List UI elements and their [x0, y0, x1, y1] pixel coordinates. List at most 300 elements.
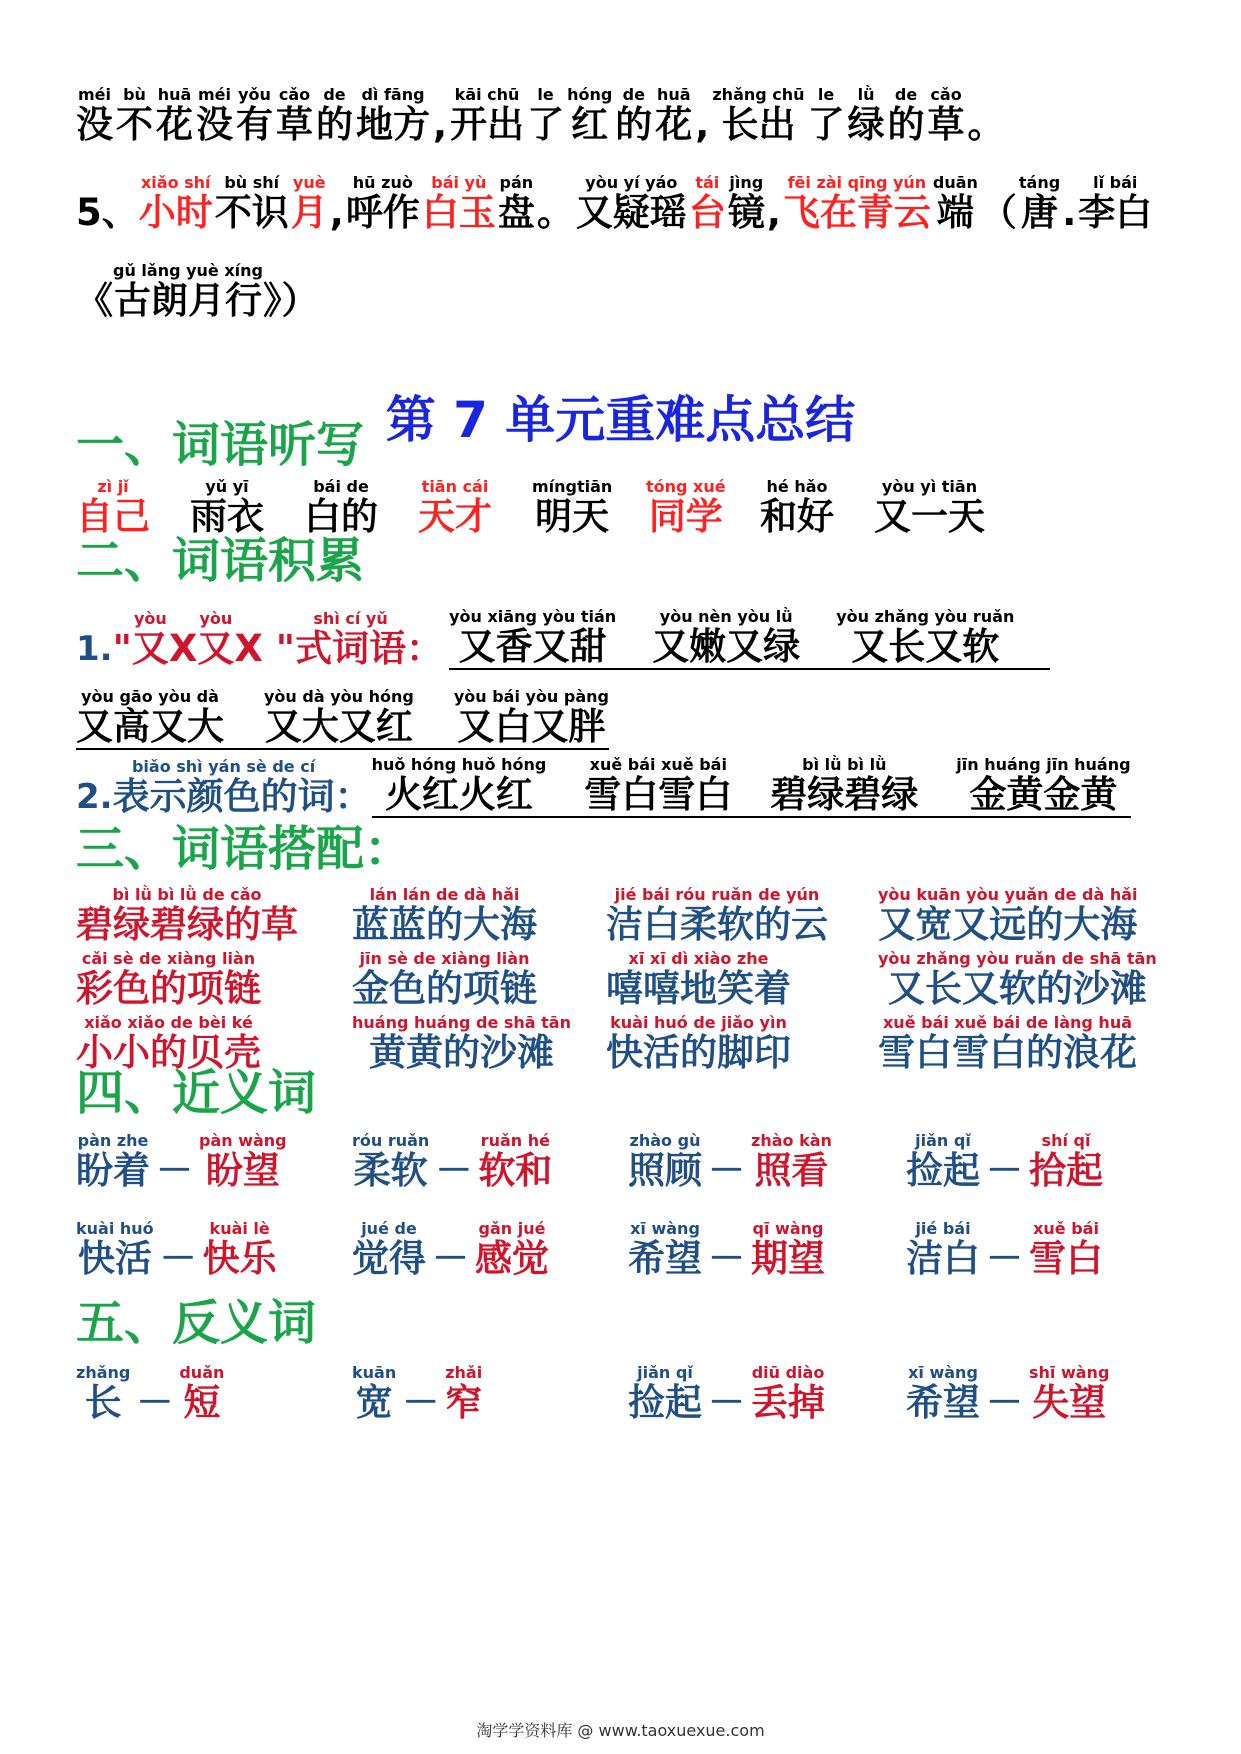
pinyin-text: de — [894, 85, 918, 104]
pinyin-text: kāi chū — [454, 85, 520, 104]
pinyin-text: yǒu — [238, 85, 271, 104]
hanzi-text: 快活的脚印 — [606, 1031, 791, 1074]
hanzi-text: 又长又软的沙滩 — [887, 967, 1147, 1010]
pinyin-text: ruǎn hé — [480, 1131, 550, 1150]
pinyin-text: zhào kàn — [751, 1131, 832, 1150]
pinyin-text: lǜ — [857, 85, 875, 104]
pinyin-text: shì cí yǔ — [313, 609, 388, 628]
antonym-pair — [628, 1364, 825, 1424]
hanzi-text: 李白 — [1078, 191, 1153, 234]
dash-separator: － — [708, 1149, 745, 1192]
hanzi-text: 又疑瑶 — [575, 191, 687, 234]
hanzi-text: 明天 — [535, 495, 610, 538]
poem-word — [498, 174, 535, 234]
poem-line — [76, 86, 1008, 146]
word-a — [352, 1132, 429, 1192]
pinyin-text: yòu kuān yòu yuǎn de dà hǎi — [878, 885, 1138, 904]
collocation-phrase — [878, 1014, 1137, 1074]
pinyin-text — [76, 262, 113, 280]
dictation-word — [646, 478, 726, 538]
synonym-pair — [906, 1132, 1103, 1192]
hanzi-text: , — [766, 191, 781, 234]
pinyin-text: xuě bái xuě bái de làng huā — [882, 1013, 1133, 1032]
pinyin-text: bù — [123, 85, 146, 104]
hanzi-text: 唐 — [1021, 191, 1059, 234]
hanzi-text: 碧绿碧绿 — [770, 773, 919, 816]
hanzi-text: 草 — [276, 103, 313, 146]
hanzi-text: ： — [406, 627, 444, 670]
pinyin-text: pàn wàng — [199, 1131, 287, 1150]
word-a — [628, 1364, 702, 1424]
pinyin-text — [980, 174, 1017, 192]
pinyin-text: tiān cái — [421, 477, 489, 496]
word-b — [445, 1364, 482, 1424]
poem-word — [196, 86, 233, 146]
poem-word — [695, 86, 709, 146]
hanzi-text: 自己 — [76, 495, 150, 538]
hanzi-text: 长 — [84, 1381, 122, 1424]
answer-word — [584, 756, 732, 816]
hanzi-text: ： — [334, 775, 372, 818]
answer-word — [76, 688, 224, 748]
hanzi-text: 有 — [236, 103, 273, 146]
pinyin-text: jiǎn qǐ — [915, 1131, 971, 1150]
pinyin-text: yuè — [292, 173, 326, 192]
hanzi-text: 月 — [290, 191, 328, 234]
hanzi-text: 嘻嘻地笑着 — [606, 967, 791, 1010]
item-5-line-2 — [76, 262, 319, 322]
pinyin-text: kuài huó — [76, 1219, 154, 1238]
footer-watermark: 淘学学资料库 @ www.taoxuexue.com — [476, 1721, 765, 1740]
antonym-pair — [352, 1364, 482, 1424]
hanzi-text: 又高又大 — [76, 705, 224, 748]
poem-word — [933, 174, 978, 234]
poem-word — [808, 86, 845, 146]
poem-word — [450, 86, 524, 146]
label-part — [335, 758, 372, 818]
page-title: 第 7 单元重难点总结 — [385, 391, 856, 449]
hanzi-text: 地方 — [356, 103, 430, 146]
pinyin-text: bái yù — [431, 173, 487, 192]
hanzi-text: 黄黄的沙滩 — [368, 1031, 554, 1074]
hanzi-text: 照顾 — [628, 1149, 702, 1192]
pinyin-text: tái — [695, 173, 720, 192]
pinyin-text: xuě bái — [1033, 1219, 1099, 1238]
poem-word — [968, 86, 1005, 146]
hanzi-text: 期望 — [751, 1237, 825, 1280]
hanzi-text: 又一天 — [874, 495, 985, 538]
pinyin-text — [695, 86, 709, 104]
synonym-pair — [906, 1220, 1103, 1280]
pinyin-text: yòu yì tiān — [881, 477, 978, 496]
pinyin-text: huáng huáng de shā tān — [352, 1013, 571, 1032]
accumulation-item-1-row-2 — [76, 688, 609, 750]
antonym-pair — [76, 1364, 224, 1424]
hanzi-text: 不识 — [214, 191, 289, 234]
dash-separator: － — [136, 1381, 174, 1424]
pinyin-text: xuě bái xuě bái — [589, 755, 727, 774]
pinyin-text: le — [537, 85, 554, 104]
hanzi-text: 窄 — [445, 1381, 483, 1424]
word-b — [199, 1132, 287, 1192]
collocation-item — [606, 950, 791, 1010]
section-heading-synonyms: 四、近义词 — [76, 1065, 317, 1121]
pinyin-text: jìng — [729, 173, 764, 192]
poem-word — [330, 174, 344, 234]
answer-underline — [76, 688, 609, 750]
collocation-item — [76, 886, 298, 946]
answer-underline — [449, 608, 1050, 670]
poem-word — [728, 174, 765, 234]
poem-word — [156, 86, 193, 146]
poem-word — [1078, 174, 1152, 234]
pinyin-text — [537, 174, 574, 192]
word-b — [478, 1132, 552, 1192]
word-b — [751, 1364, 825, 1424]
hanzi-text: 雪白雪白 — [584, 773, 733, 816]
pinyin-text: méi — [197, 85, 231, 104]
collocation-item — [878, 950, 1157, 1010]
hanzi-text: 白玉 — [421, 191, 496, 234]
word-a — [906, 1220, 980, 1280]
dictation-word — [760, 478, 834, 538]
poem-word — [76, 262, 113, 322]
synonym-pair — [628, 1220, 825, 1280]
hanzi-text: 古朗月行 — [114, 279, 262, 322]
dictation-word — [76, 478, 150, 538]
hanzi-text: 又 — [197, 627, 235, 670]
hanzi-text: 雨衣 — [190, 495, 264, 538]
hanzi-text: 花 — [655, 103, 693, 146]
pinyin-text: shī wàng — [1029, 1363, 1110, 1382]
hanzi-text: （ — [979, 191, 1017, 234]
section-heading-dictation: 一、词语听写 — [76, 417, 365, 473]
pinyin-text — [234, 610, 295, 628]
pinyin-text: lán lán de dà hǎi — [369, 885, 520, 904]
collocation-item — [352, 950, 537, 1010]
hanzi-text: 盼望 — [205, 1149, 280, 1192]
pinyin-text: yòu yí yáo — [585, 173, 678, 192]
hanzi-text: 了 — [527, 103, 565, 146]
word-b — [1029, 1132, 1103, 1192]
label-part — [197, 610, 234, 670]
poem-word — [356, 86, 430, 146]
poem-word — [263, 262, 319, 322]
hanzi-text: 彩色的项链 — [76, 967, 261, 1010]
dictation-word — [418, 478, 492, 538]
hanzi-text: 了 — [807, 103, 845, 146]
pinyin-text: hū zuò — [352, 173, 413, 192]
pinyin-text: yòu gāo yòu dà — [81, 687, 219, 706]
pinyin-text: yòu — [133, 609, 167, 628]
hanzi-text: 捡起 — [628, 1381, 702, 1424]
pinyin-text: jié bái — [915, 1219, 971, 1238]
hanzi-text: 金黄金黄 — [969, 773, 1118, 816]
hanzi-text: 式词语 — [295, 627, 407, 670]
hanzi-text: 花 — [156, 103, 193, 146]
label-part — [295, 610, 406, 670]
pinyin-text: zhào gù — [629, 1131, 701, 1150]
pinyin-text: zhǎng chū — [712, 85, 805, 104]
label-part — [169, 610, 198, 670]
pinyin-text: yǔ yī — [205, 477, 249, 496]
hanzi-text: 盼着 — [76, 1149, 150, 1192]
dash-separator: － — [156, 1149, 193, 1192]
word-a — [352, 1220, 426, 1280]
dash-separator: － — [435, 1149, 473, 1192]
hanzi-text: . — [1062, 191, 1077, 234]
pinyin-text: biǎo shì yán sè de cí — [131, 757, 316, 776]
hanzi-text: 金色的项链 — [352, 967, 537, 1010]
poem-word — [615, 86, 652, 146]
hanzi-text: 感觉 — [475, 1237, 549, 1280]
section-heading-antonyms: 五、反义词 — [76, 1295, 317, 1351]
pinyin-text — [330, 174, 344, 192]
pinyin-text: cǎi sè de xiàng liàn — [81, 949, 256, 968]
hanzi-text: 天才 — [418, 495, 492, 538]
poem-word — [291, 174, 328, 234]
poem-word — [928, 86, 965, 146]
collocation-item — [606, 886, 828, 946]
item-number: 2. — [76, 777, 113, 817]
hanzi-text: 希望 — [628, 1237, 702, 1280]
hanzi-text: 同学 — [648, 495, 723, 538]
pinyin-text: de — [622, 85, 645, 104]
hanzi-text: 又长又软 — [851, 625, 1000, 668]
pinyin-text: jié bái róu ruǎn de yún — [614, 885, 820, 904]
word-b — [475, 1220, 549, 1280]
dash-separator: － — [402, 1381, 440, 1424]
pinyin-text — [433, 86, 447, 104]
poem-word — [655, 86, 692, 146]
answer-word — [652, 608, 800, 668]
hanzi-text: 蓝蓝的大海 — [352, 903, 537, 946]
poem-word — [537, 174, 574, 234]
hanzi-text: , — [433, 103, 448, 146]
poem-word — [316, 86, 353, 146]
pinyin-text: xī wàng — [908, 1363, 978, 1382]
word-a — [76, 1364, 130, 1424]
synonym-pair — [76, 1220, 277, 1280]
pinyin-text: zhǎi — [445, 1363, 483, 1382]
pinyin-text: hé hǎo — [766, 477, 828, 496]
word-b — [1029, 1364, 1109, 1424]
poem-word — [848, 86, 885, 146]
answer-word — [454, 688, 609, 748]
poem-word — [1062, 174, 1076, 234]
pinyin-text: bái de — [313, 477, 369, 496]
hanzi-text: , — [329, 191, 344, 234]
pinyin-text: shí qǐ — [1041, 1131, 1091, 1150]
dash-separator: － — [159, 1237, 197, 1280]
pinyin-text: yòu zhǎng yòu ruǎn de shā tān — [878, 949, 1157, 968]
hanzi-text: 洁白 — [906, 1237, 980, 1280]
answer-word — [956, 756, 1130, 816]
hanzi-text: 丢掉 — [751, 1381, 825, 1424]
word-a — [906, 1132, 980, 1192]
hanzi-text: 红 — [571, 103, 609, 146]
dictation-word — [304, 478, 378, 538]
pinyin-text: duǎn — [179, 1363, 225, 1382]
hanzi-text: 白的 — [304, 495, 378, 538]
hanzi-text: 表示颜色的词 — [112, 775, 335, 818]
hanzi-text: 雪白 — [1029, 1237, 1103, 1280]
pinyin-text: duān — [932, 173, 978, 192]
poem-word — [76, 86, 113, 146]
collocation-item — [352, 886, 537, 946]
pinyin-text: zì jǐ — [97, 477, 129, 496]
pinyin-text: le — [817, 85, 835, 104]
accumulation-item-2 — [76, 756, 1131, 818]
pinyin-text: xī wàng — [630, 1219, 700, 1238]
answer-word — [264, 688, 414, 748]
pinyin-text — [767, 174, 781, 192]
word-a — [76, 1132, 150, 1192]
word-b — [203, 1220, 277, 1280]
collocation-item — [878, 1014, 1137, 1074]
hanzi-text: 又香又甜 — [458, 625, 607, 668]
hanzi-text: 希望 — [906, 1381, 980, 1424]
word-a — [628, 1132, 702, 1192]
pinyin-text — [113, 610, 132, 628]
pinyin-text — [169, 610, 198, 628]
hanzi-text: " — [112, 627, 132, 670]
poem-word — [215, 174, 289, 234]
answer-word — [449, 608, 616, 668]
word-a — [628, 1220, 702, 1280]
hanzi-text: 洁白柔软的云 — [606, 903, 828, 946]
poem-word — [783, 174, 931, 234]
collocation-phrase — [606, 1014, 791, 1074]
section-heading-accumulation: 二、词语积累 — [76, 533, 365, 589]
label-part — [113, 610, 132, 670]
pinyin-text: kuài lè — [209, 1219, 270, 1238]
hanzi-text: 照看 — [754, 1149, 829, 1192]
pinyin-text: cǎo — [930, 85, 962, 104]
collocation-phrase — [76, 886, 298, 946]
pinyin-text: kuài huó de jiǎo yìn — [610, 1013, 787, 1032]
hanzi-text: 火红火红 — [384, 773, 533, 816]
label-part — [132, 610, 169, 670]
pinyin-text: bù shí — [224, 173, 280, 192]
poem-word — [980, 174, 1017, 234]
poem-word — [527, 86, 564, 146]
synonym-pair — [76, 1132, 287, 1192]
label-part — [234, 610, 295, 670]
pinyin-text — [263, 262, 319, 280]
collocation-phrase — [878, 950, 1157, 1010]
pinyin-text — [1062, 174, 1076, 192]
pinyin-text: jīn huáng jīn huáng — [956, 755, 1131, 774]
pinyin-text: dì fāng — [361, 85, 425, 104]
pinyin-text: tóng xué — [646, 477, 726, 496]
hanzi-text: 失望 — [1032, 1381, 1107, 1424]
poem-word — [567, 86, 612, 146]
pinyin-text: huā — [657, 85, 691, 104]
hanzi-text: 台 — [688, 191, 726, 234]
pinyin-text: huā — [157, 85, 192, 104]
poem-word — [276, 86, 313, 146]
hanzi-text: 小时 — [138, 191, 213, 234]
word-b — [1029, 1220, 1103, 1280]
hanzi-text: 的 — [615, 103, 653, 146]
pinyin-text: huǒ hóng huǒ hóng — [371, 755, 547, 774]
pinyin-text: qī wàng — [752, 1219, 824, 1238]
poem-word — [1019, 174, 1060, 234]
hanzi-text: 。 — [967, 103, 1005, 146]
hanzi-text: 。 — [536, 191, 574, 234]
answer-word — [836, 608, 1014, 668]
hanzi-text: 又白又胖 — [457, 705, 606, 748]
pinyin-text — [968, 86, 1005, 104]
hanzi-text: 没 — [196, 103, 233, 146]
pinyin-text: yòu xiāng yòu tián — [449, 607, 617, 626]
pinyin-text: xiǎo xiǎo de bèi ké — [84, 1013, 253, 1032]
dash-separator: － — [986, 1381, 1023, 1424]
hanzi-text: 雪白雪白的浪花 — [878, 1031, 1137, 1074]
pinyin-text: gǔ lǎng yuè xíng — [113, 261, 263, 280]
hanzi-text: 的 — [887, 103, 925, 146]
hanzi-text: 短 — [183, 1381, 221, 1424]
label-part — [113, 758, 335, 818]
pinyin-text: róu ruǎn — [352, 1131, 430, 1150]
pinyin-text: lǐ bái — [1093, 173, 1138, 192]
hanzi-text: 飞在青云 — [782, 191, 931, 234]
dash-separator: － — [986, 1149, 1023, 1192]
collocation-phrase — [878, 886, 1138, 946]
pinyin-text: xī xī dì xiào zhe — [628, 949, 769, 968]
word-b — [751, 1220, 825, 1280]
hanzi-text: 又 — [131, 627, 169, 670]
collocation-phrase — [76, 950, 261, 1010]
dash-separator: － — [708, 1381, 745, 1424]
synonym-pair — [628, 1132, 832, 1192]
hanzi-text: 不 — [116, 103, 153, 146]
item-5-line — [76, 174, 1154, 234]
hanzi-text: 拾起 — [1029, 1149, 1103, 1192]
hanzi-text: 快乐 — [202, 1237, 277, 1280]
collocation-item — [878, 886, 1138, 946]
pinyin-text: yòu — [199, 609, 233, 628]
antonym-pair — [906, 1364, 1109, 1424]
collocation-phrase — [352, 950, 537, 1010]
collocation-item — [606, 1014, 791, 1074]
answer-word — [770, 756, 918, 816]
hanzi-text: 呼作 — [345, 191, 420, 234]
synonym-pair — [352, 1132, 552, 1192]
word-a — [76, 1220, 154, 1280]
pinyin-text: xiǎo shí — [140, 173, 211, 192]
hanzi-text: 没 — [76, 103, 113, 146]
pinyin-text — [335, 758, 372, 776]
synonym-pair — [352, 1220, 549, 1280]
hanzi-text: 端 — [936, 191, 974, 234]
dash-separator: － — [432, 1237, 469, 1280]
item-number: 1. — [76, 629, 113, 669]
label-part — [406, 610, 443, 670]
collocation-item — [76, 950, 261, 1010]
word-a — [352, 1364, 396, 1424]
poem-word — [116, 86, 153, 146]
pinyin-text: míngtiān — [532, 477, 613, 496]
pinyin-text: de — [323, 85, 346, 104]
hanzi-text: 快活 — [77, 1237, 152, 1280]
hanzi-text: 觉得 — [352, 1237, 426, 1280]
pinyin-text: fēi zài qīng yún — [787, 173, 927, 192]
accumulation-item-1 — [76, 608, 1050, 670]
pinyin-text: zhǎng — [76, 1363, 131, 1382]
poem-word — [888, 86, 925, 146]
